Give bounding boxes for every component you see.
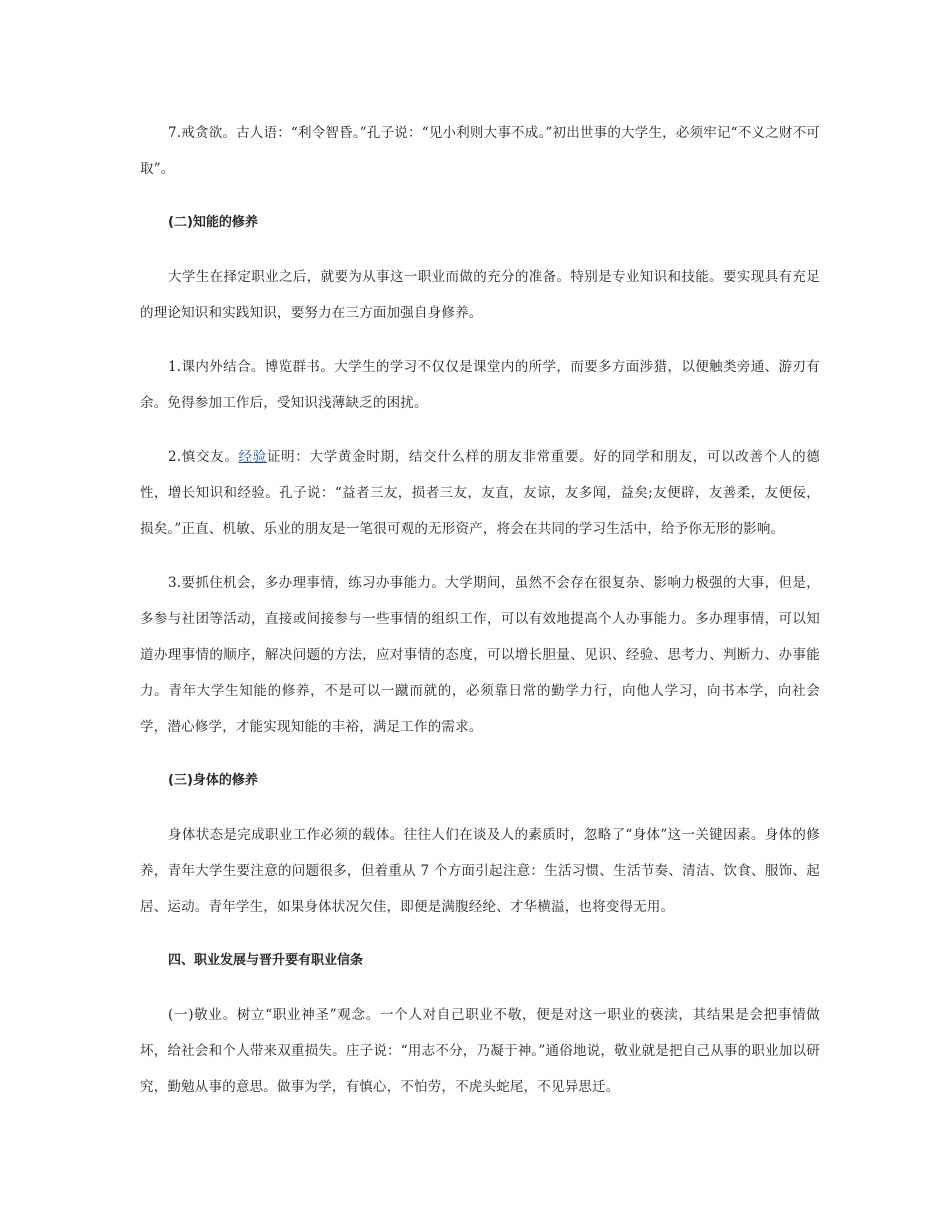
paragraph-body: 身体状态是完成职业工作必须的载体。往往人们在谈及人的素质时，忽略了“身体”这一关键因素。身体的修养，青年大学生要注意的问题很多，但着重从 7 个方面引起注意：生活习惯、生活节奏、清洁、饮食、服饰、起居、运动。青年学生，如果身体状况欠佳，即便是满腹经纶、才华横溢，也将变得无用。 — [140, 827, 820, 915]
paragraph-friends — [140, 439, 820, 547]
experience-link[interactable]: 经验 — [238, 449, 267, 465]
heading-career-creed: 四、职业发展与晋升要有职业信条 — [168, 953, 364, 968]
paragraph-dedication: (一)敬业。树立“职业神圣”观念。一个人对自己职业不敬，便是对这一职业的亵渎，其结果是会把事情做坏，给社会和个人带来双重损失。庄子说：“用志不分，乃凝于神。”通俗地说，敬业就是把自己从事的职业加以研究，勤勉从事的意思。做事为学，有慎心，不怕劳，不虎头蛇尾，不见异思迁。 — [140, 1007, 820, 1095]
document-page — [140, 115, 820, 1123]
friends-body: 证明：大学黄金时期，结交什么样的朋友非常重要。好的同学和朋友，可以改善个人的德性，增长知识和经验。孔子说：“益者三友，损者三友，友直，友谅，友多闻，益矣;友便辟，友善柔，友便佞，损矣。”正直、机敏、乐业的朋友是一笔很可观的无形资产，将会在共同的学习生活中，给予你无形的影响。 — [140, 449, 820, 537]
paragraph-knowledge-intro: 大学生在择定职业之后，就要为从事这一职业而做的充分的准备。特别是专业知识和技能。要实现具有充足的理论知识和实践知识，要努力在三方面加强自身修养。 — [140, 269, 820, 321]
heading-knowledge: (二)知能的修养 — [168, 215, 258, 230]
friends-prefix: 2.慎交友。 — [168, 449, 239, 465]
heading-body: (三)身体的修养 — [168, 773, 258, 788]
paragraph-opportunity: 3.要抓住机会，多办理事情，练习办事能力。大学期间，虽然不会存在很复杂、影响力极强的大事，但是，多参与社团等活动，直接或间接参与一些事情的组织工作，可以有效地提高个人办事能力。多办理事情，可以知道办理事情的顺序，解决问题的方法，应对事情的态度，可以增长胆量、见识、经验、思考力、判断力、办事能力。青年大学生知能的修养，不是可以一蹴而就的，必须靠日常的勤学力行，向他人学习，向书本学，向社会学，潜心修学，才能实现知能的丰裕，满足工作的需求。 — [140, 575, 820, 735]
paragraph-reading: 1.课内外结合。博览群书。大学生的学习不仅仅是课堂内的所学，而要多方面涉猎，以便触类旁通、游刃有余。免得参加工作后，受知识浅薄缺乏的困扰。 — [140, 359, 820, 411]
paragraph-greed: 7.戒贪欲。古人语：“利令智昏。”孔子说：“见小利则大事不成。”初出世事的大学生，必须牢记“不义之财不可取”。 — [140, 125, 820, 177]
